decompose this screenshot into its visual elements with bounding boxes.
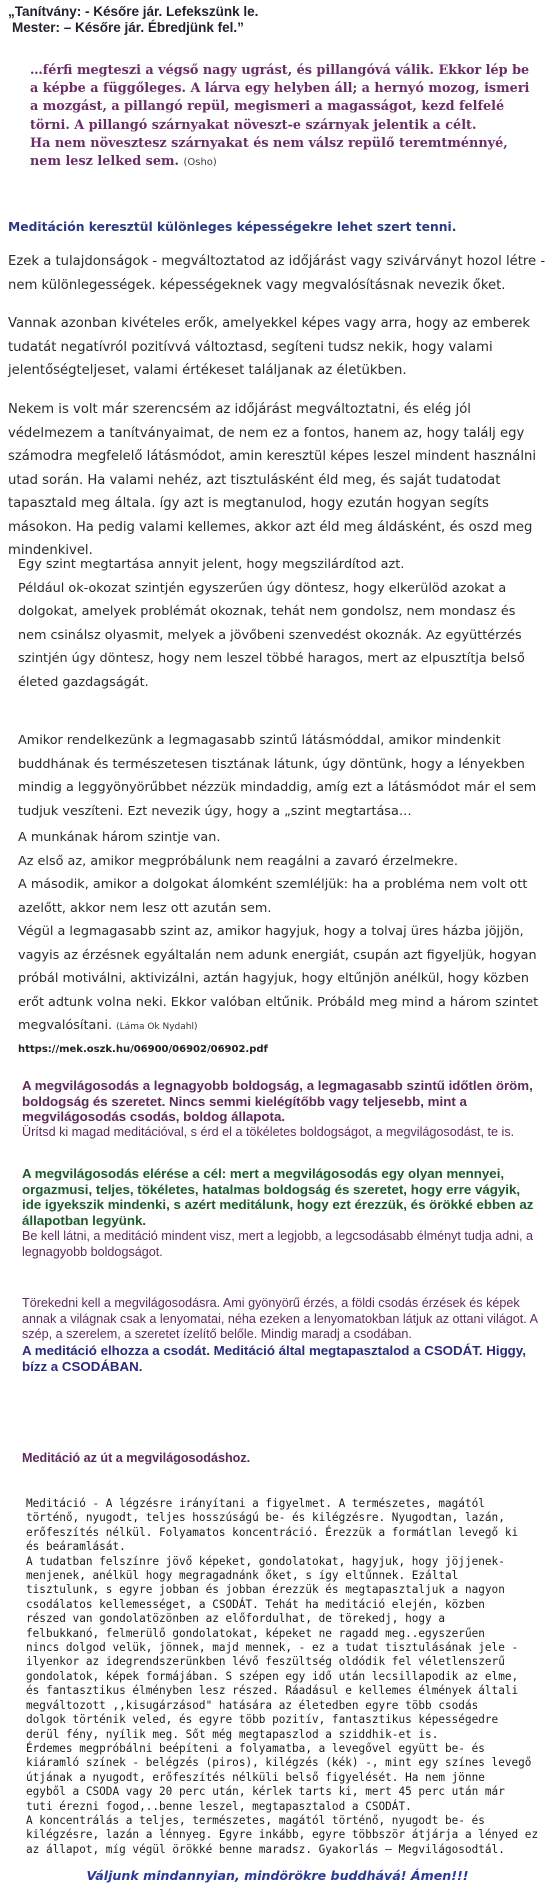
meditacio-line: az állapot, míg végül örökké benne maradsz. Gyakorlás – Megvilágosodtál. bbox=[26, 1842, 505, 1856]
osho-quote bbox=[30, 62, 545, 172]
torekedni-normal: Törekedni kell a megvilágosodásra. Ami gyönyörű érzés, a földi csodás érzések és képek annak a világnak csak a lenyomatai, néha ezeken a lenyomatokban látjuk az ottani világot. A szép, a szerelem, a szeretet ízelítő belőle. Mindig maradj a csodában. bbox=[22, 1296, 538, 1342]
szint-line: Például ok-okozat szintjén egyszerűen úgy döntesz, hogy elkerülöd azokat a dolgokat, amelyek problémát okoznak, tehát nem gondolsz, nem mondasz és nem csinálsz olyasmit, melyek a jövőbeni szenvedést okoznák. Az együttérzés szintjén úgy döntesz, hogy nem leszel többé haragos, mert az elpusztítja belső életed gazdagságát. bbox=[18, 580, 525, 690]
megvilag2-normal: Be kell látni, a meditáció mindent visz, mert a legjobb, a legcsodásabb élményt tudja adni, a legnagyobb boldogságot. bbox=[22, 1228, 534, 1259]
megvilag1-normal: Ürítsd ki magad meditációval, s érd el a tökéletes boldogságot, a megvilágosodást, te is. bbox=[22, 1125, 515, 1140]
paragraph-legmagasabb: Amikor rendelkezünk a legmagasabb szintű látásmóddal, amikor mindenkit buddhának és természetesen tisztának látunk, úgy döntünk, hogy a lényekben mindig a leggyönyörűbbet nézzük mindaddig, amíg ezt a látásmódot már el sem tudjuk veszíteni. Ezt nevezik úgy, hogy a „szint megtartása… bbox=[18, 733, 537, 819]
szint-block bbox=[18, 553, 546, 694]
meditacio-line: megváltozott ,,kisugárzásod" hatására az életedben egyre több csodás bbox=[26, 1698, 479, 1712]
harom-line: Végül a legmagasabb szint az, amikor hagyjuk, hogy a tolvaj üres házba jöjjön, vagyis az érzésnek egyáltalán nem adunk energiát, csupán azt figyeljük, hogyan próbál motiválni, aktivizálni, aztán hagyjuk, hogy eltűnjön anélkül, hogy közben erőt adtunk volna neki. Ekkor valóban eltűnik. Próbáld meg mind a három szintet megvalósítani. bbox=[18, 924, 539, 1033]
closing-blessing: Váljunk mindannyian, mindörökre buddhává! Ámen!!! bbox=[86, 1868, 469, 1883]
meditacio-line: Meditáció - A légzésre irányítani a figyelmet. A természetes, magától bbox=[26, 1497, 485, 1510]
opening-quote bbox=[8, 4, 548, 36]
meditacio-line: egyből a CSODA vagy 20 perc után, kérlek tarts ki, mert 45 perc után már bbox=[26, 1785, 505, 1799]
osho-source: (Osho) bbox=[183, 157, 217, 169]
meditacio-line: történő, nyugodt, teljes hosszúságú be- és kilégzésre. Nyugodtan, lazán, bbox=[26, 1511, 505, 1525]
meditacio-line: részed van gondolatözönben az előfordulhat, de törekedj, hogy a bbox=[26, 1612, 445, 1626]
meditacio-line: csodálatos kellemességet, a CSODÁT. Tehát ha meditáció elején, közben bbox=[26, 1597, 485, 1611]
osho-line: nem lesz lelked sem. bbox=[30, 154, 179, 170]
osho-line: …férfi megteszi a végső nagy ugrást, és pillangóvá válik. Ekkor lép be bbox=[30, 63, 530, 78]
meditacio-line: és beáramlását. bbox=[26, 1540, 126, 1554]
meditacio-line: tuti érezni fogod,..benne leszel, megtapasztalod a CSODÁT. bbox=[26, 1799, 412, 1813]
meditacio-line: dolgok történik veled, és egyre több pozitív, fantasztikus képességedre bbox=[26, 1713, 499, 1727]
szint-line: Egy szint megtartása annyit jelent, hogy megszilárdítod azt. bbox=[18, 557, 405, 572]
harom-line: A munkának három szintje van. bbox=[18, 830, 221, 845]
meditacio-line: felbukkanó, felmerülő gondolatokat, képeket ne ragadd meg..egyszerűen bbox=[26, 1626, 485, 1640]
osho-line: Ha nem növesztesz szárnyakat és nem válsz repülő teremtménnyé, bbox=[30, 135, 508, 151]
torekedni-block bbox=[0, 1296, 555, 1375]
meditacio-text bbox=[26, 1497, 548, 1857]
meditacio-line: erőfeszítés nélkül. Folyamatos koncentráció. Érezzük a formátlan levegő ki bbox=[26, 1525, 519, 1539]
meditacio-line: A koncentrálás a teljes, természetes, magától történő, nyugodt be- és bbox=[26, 1813, 485, 1827]
source-url: https://mek.oszk.hu/06900/06902/06902.pdf bbox=[18, 1044, 268, 1055]
section-heading: Meditáción keresztül különleges képességekre lehet szert tenni. bbox=[8, 220, 457, 234]
quote-line-master: Mester: – Későre jár. Ébredjünk fel.” bbox=[12, 20, 244, 35]
torekedni-bold: A meditáció elhozza a csodát. Meditáció által megtapasztalod a CSODÁT. Higgy, bízz a CSODÁBAN. bbox=[22, 1343, 526, 1374]
megvilag1-bold: A megvilágosodás a legnagyobb boldogság, a legmagasabb szintű időtlen öröm, boldogság és szeretet. Nincs semmi kielégítőbb vagy teljesebb, mint a megvilágosodás csodás, boldog állapota. bbox=[22, 1078, 533, 1125]
paragraph-idojaras: Nekem is volt már szerencsém az időjárást megváltoztatni, és elég jól védelmezem a tanítványaimat, de nem ez a fontos, hanem az, hogy találj egy számodra megfelelő látásmódot, amin keresztül képes leszel mindent használni utad során. Ha valami nehéz, azt tisztulásként éld meg, és saját tudatodat tapasztald meg általa. így azt is megtanulod, hogy ezután hogyan segíts másokon. Ha pedig valami kellemes, akkor azt éld meg áldásként, és oszd meg mindenkivel. bbox=[8, 402, 537, 558]
meditacio-line: ilyenkor az idegrendszerünkben lévő feszültség oldódik fel véletlenszerű bbox=[26, 1655, 505, 1669]
harom-line: Az első az, amikor megpróbálunk nem reagálni a zavaró érzelmekre. bbox=[18, 853, 458, 869]
meditacio-line: gondolatok, képek formájában. S szépen egy idő után lecsillapodik az elme, bbox=[26, 1669, 519, 1683]
meditacio-line: útjának a nyugodt, erőfeszítés nélküli belső figyelését. Ha nem jönne bbox=[26, 1770, 485, 1784]
ut-heading: Meditáció az út a megvilágosodáshoz. bbox=[22, 1451, 251, 1465]
megvilag2-bold: A megvilágosodás elérése a cél: mert a megvilágosodás egy olyan mennyei, orgazmusi, teljes, tökéletes, hatalmas boldogság és szeretet, hogy erre vágyik, ide igyekszik mindenki, s azért meditálunk, hogy ezt érezzük, és örökké ebben az állapotban legyünk. bbox=[22, 1166, 534, 1229]
osho-line: törni. A pillangó szárnyakat növeszt-e szárnyak jelentik a célt. bbox=[30, 117, 477, 133]
meditacio-line: és fantasztikus élményben lesz részed. Ráadásul e kellemes élmények általi bbox=[26, 1684, 519, 1698]
meditacio-line: menjenek, anélkül hogy megragadnánk őket, s így eltűnnek. Ezáltal bbox=[26, 1569, 459, 1583]
osho-line: a képbe a függőleges. A lárva egy helyben áll; a hernyó mozog, ismeri bbox=[30, 81, 530, 97]
paragraph-tulajdonsagok: Ezek a tulajdonságok - megváltoztatod az időjárást vagy szivárványt hozol létre - nem különlegességek. képességeknek vagy megvalósításnak nevezik őket. bbox=[8, 254, 546, 293]
meditacio-line: kilégzésre, lazán a lénnyeg. Egyre inkább, egyre többször átjárja a lényed ez bbox=[26, 1828, 539, 1842]
meditacio-line: kiáramló színek - belégzés (piros), kilégzés (kék) -, mint egy színes levegő bbox=[26, 1756, 532, 1770]
meditacio-line: nincs dolgod velük, jönnek, majd mennek, - ez a tudat tisztulásának jele - bbox=[26, 1641, 519, 1655]
meditacio-line: Érdemes megpróbálni beépíteni a folyamatba, a levegővel együtt be- és bbox=[26, 1741, 485, 1755]
quote-line-student: „Tanítvány: - Későre jár. Lefekszünk le. bbox=[8, 4, 259, 19]
meditacio-line: derül fény, nyílik meg. Sőt még megtapaszlod a sziddhik-et is. bbox=[26, 1727, 439, 1741]
megvilagosodas-block-2 bbox=[0, 1166, 555, 1260]
harom-line: A második, amikor a dolgokat álomként szemléljük: ha a probléma nem volt ott azelőtt, akkor nem lesz ott azután sem. bbox=[18, 877, 528, 916]
meditacio-line: tisztulunk, s egyre jobban és jobban érezzük és megtapasztaljuk a nagyon bbox=[26, 1583, 505, 1597]
paragraph-kiveteles-erok: Vannak azonban kivételes erők, amelyekkel képes vagy arra, hogy az emberek tudatát negatívról pozitívvá változtasd, segíteni tudsz nekik, hogy valami jelentőségteljeset, valami értékeset találjanak az életükben. bbox=[8, 316, 531, 378]
megvilagosodas-block-1 bbox=[0, 1078, 555, 1141]
osho-line: a mozgást, a pillangó repül, megismeri a magasságot, kezd felfelé bbox=[30, 99, 505, 115]
nydahl-source: (Láma Ok Nydahl) bbox=[116, 1022, 198, 1032]
meditacio-line: A tudatban felszínre jövő képeket, gondolatokat, hagyjuk, hogy jöjjenek- bbox=[26, 1554, 505, 1568]
harom-szint-block bbox=[18, 826, 546, 1040]
